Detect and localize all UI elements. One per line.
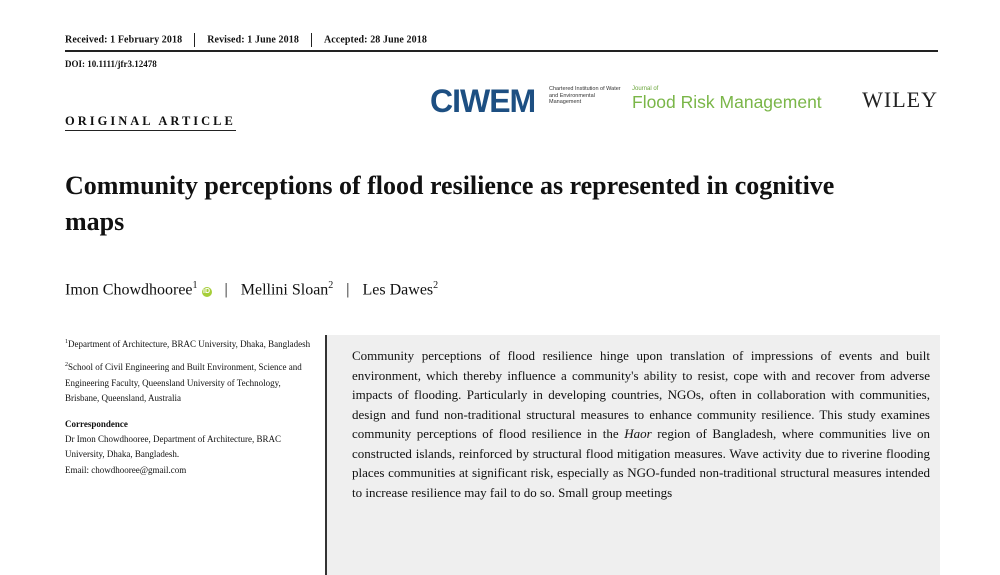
- revised-date: Revised: 1 June 2018: [207, 34, 299, 46]
- date-separator: [194, 33, 195, 47]
- manuscript-dates: [65, 33, 427, 47]
- author-name[interactable]: Imon Chowdhooree: [65, 281, 193, 299]
- haor-term: Haor: [624, 426, 652, 441]
- paper-title: Community perceptions of flood resilience as represented in cognitive maps: [65, 171, 835, 236]
- received-date: Received: 1 February 2018: [65, 34, 183, 46]
- author-name[interactable]: Les Dawes: [362, 281, 434, 299]
- ciwem-subtitle: Chartered Institution of Water and Environmental Management: [549, 86, 621, 105]
- affiliations: [65, 335, 315, 484]
- wiley-logo: WILEY: [862, 87, 938, 112]
- orcid-icon[interactable]: iD: [203, 288, 211, 296]
- logo-bar: [430, 80, 938, 120]
- correspondence-heading: Correspondence: [65, 418, 128, 429]
- author-affiliation-mark: 1: [192, 280, 198, 291]
- journal-prefix: Journal of: [632, 86, 659, 92]
- accepted-date: Accepted: 28 June 2018: [323, 34, 427, 46]
- correspondence-text: Dr Imon Chowdhooree, Department of Architecture, BRAC University, Dhaka, Bangladesh. Email: chowdhooree@gmail.com: [65, 434, 281, 475]
- abstract-text: Community perceptions of flood resilience hinge upon translation of impressions of events and built environment, which thereby influence a community's ability to resist, cope with and recover from adverse impacts of flooding. Particularly in developing countries, NGOs, often in collaboration with communities, design and fund non-traditional structural measures to enhance community resilience. This study examines community perceptions of flood resilience in the Haor region of Bangladesh, where communities live on constructed islands, reinforced by structural flood mitigation measures. Wave activity due to riverine flooding places communities at significant risk, especially as NGO-funded non-traditional structural measures intended to increase resilience may fail to do so. Small group meetings: [352, 348, 930, 500]
- author-affiliation-mark: 2: [433, 280, 439, 291]
- header-rule: [65, 50, 938, 52]
- author-list: [65, 280, 438, 299]
- date-separator: [311, 33, 312, 47]
- article-type: ORIGINAL ARTICLE: [65, 114, 236, 131]
- correspondence-email[interactable]: Email: chowdhooree@gmail.com: [65, 464, 187, 475]
- author-separator: |: [346, 281, 350, 299]
- affiliation-2: $^2$School of Civil Engineering and Built Environment, Science and Engineering Faculty, Queensland University of Technology, Brisbane, Queensland, Australia: [65, 362, 302, 404]
- doi[interactable]: DOI: 10.1111/jfr3.12478: [65, 59, 157, 69]
- journal-name: Flood Risk Management: [632, 92, 822, 112]
- author-separator: |: [224, 281, 228, 299]
- ciwem-logo: CIWEM: [430, 83, 536, 119]
- author-name[interactable]: Mellini Sloan: [240, 281, 329, 299]
- author-affiliation-mark: 2: [328, 280, 334, 291]
- affiliation-1: $^1$Department of Architecture, BRAC University, Dhaka, Bangladesh: [65, 339, 311, 349]
